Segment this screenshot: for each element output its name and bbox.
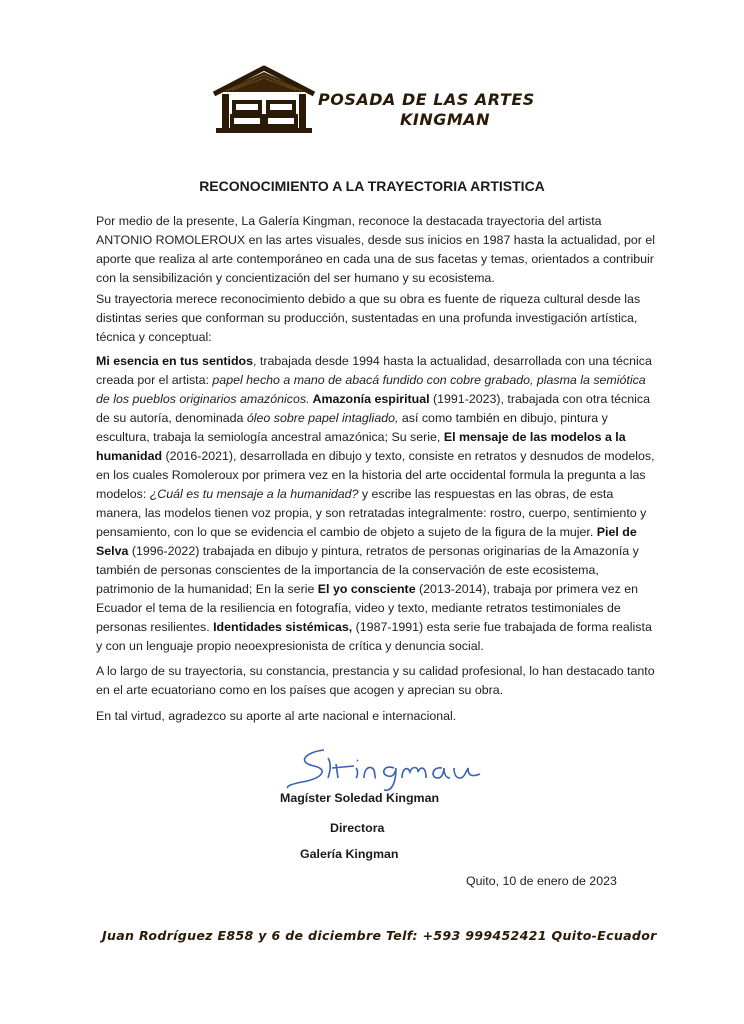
text-run: (1987-1991) esta serie fue trabajada de forma realista y con un lenguaje propio neoexpresionista de crítica y denuncia social.: [96, 620, 652, 653]
text-run-italic: óleo sobre papel intagliado,: [246, 411, 399, 425]
text-run: (1991-2023), trabajada con otra técnica de su autoría, denominada: [96, 392, 650, 425]
text-run: , trabajada desde 1994 hasta la actualidad, desarrollada con una técnica creada por el artista:: [96, 354, 652, 387]
signatory-name: Magíster Soledad Kingman: [280, 791, 440, 805]
document-title: RECONOCIMIENTO A LA TRAYECTORIA ARTISTICA: [199, 178, 545, 194]
letterhead-footer: Juan Rodríguez E858 y 6 de diciembre Telf: +593 999452421 Quito-Ecuador: [102, 928, 657, 943]
paragraph-trajectory: Su trayectoria merece reconocimiento debido a que su obra es fuente de riqueza cultural desde las distintas series que conforman su producción, sustentadas en una profunda investigación artística, técnica y conceptual:: [96, 292, 641, 344]
text-run: y escribe las respuestas en las obras, de esta manera, las modelos tienen voz propia, y son retratadas integralmente: rostro, cuerpo, sentimiento y pensamiento, con lo que se evidencia el cambio de objeto a sujeto de la figura de la mujer.: [96, 487, 647, 539]
text-run: (2016-2021), desarrollada en dibujo y texto, consiste en retratos y desnudos de modelos, en los cuales Romoleroux por primera vez en la historia del arte occidental formula la pregunta a las modelos:: [96, 449, 655, 501]
paragraph-intro: Por medio de la presente, La Galería Kingman, reconoce la destacada trayectoria del artista ANTONIO ROMOLEROUX en las artes visuales, desde sus inicios en 1987 hasta la actualidad, por el aporte que realiza al arte contemporáneo en cada una de sus facetas y temas, orientados a contribuir con la sensibilización y concientización del ser humano y su ecosistema.: [96, 214, 655, 285]
signatory-organization: Galería Kingman: [300, 847, 399, 861]
letterhead-logo: [212, 64, 535, 144]
paragraph-closing: En tal virtud, agradezco su aporte al arte nacional e internacional.: [96, 709, 457, 723]
house-icon: [212, 64, 316, 136]
paragraph-recognition: A lo largo de su trayectoria, su constancia, prestancia y su calidad profesional, lo han destacado tanto en el arte ecuatoriano como en los países que acogen y aprecian su obra.: [96, 664, 655, 697]
handwritten-signature: [284, 738, 494, 798]
series-name: Mi esencia en tus sentidos: [96, 354, 253, 368]
signatory-role: Directora: [330, 821, 385, 835]
paragraph-series: [96, 352, 656, 656]
text-run-italic: papel hecho a mano de abacá fundido con cobre grabado, plasma la semiótica de los pueblos originarios amazónicos.: [96, 373, 646, 406]
document-date: Quito, 10 de enero de 2023: [466, 874, 617, 888]
logo-text-line2: KINGMAN: [400, 110, 491, 129]
series-name: Amazonía espiritual: [309, 392, 430, 406]
logo-text-line1: POSADA DE LAS ARTES: [318, 90, 535, 109]
series-name: El yo consciente: [317, 582, 416, 596]
series-name: El mensaje de las modelos a la humanidad: [96, 430, 626, 463]
text-run: (1996-2022) trabajada en dibujo y pintura, retratos de personas originarias de la Amazonía y también de personas conscientes de la importancia de la conservación de este ecosistema, patrimonio de la humanidad; En la serie: [96, 544, 639, 596]
text-run: así como también en dibujo, pintura y escultura, trabaja la semiología ancestral amazónica; Su serie,: [96, 411, 608, 444]
series-name: Piel de Selva: [96, 525, 637, 558]
series-name: Identidades sistémicas,: [213, 620, 353, 634]
text-run-italic: ¿Cuál es tu mensaje a la humanidad?: [149, 487, 359, 501]
text-run: (2013-2014), trabaja por primera vez en Ecuador el tema de la resiliencia en fotografía, video y texto, mediante retratos testimoniales de personas resilientes.: [96, 582, 639, 634]
